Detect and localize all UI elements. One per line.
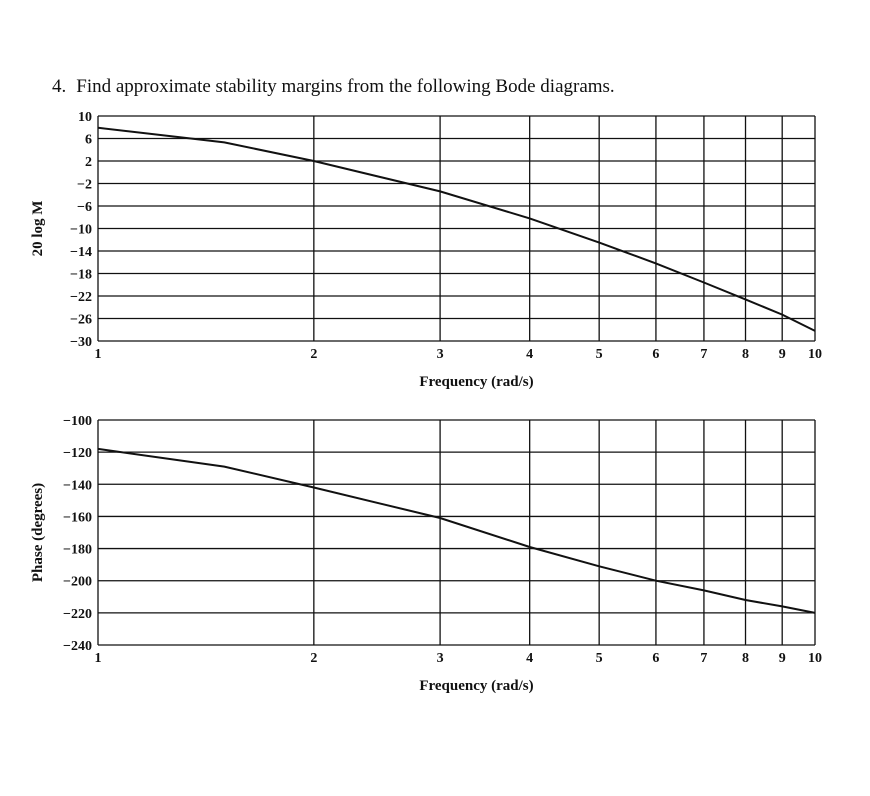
- question-number: 4.: [52, 76, 67, 97]
- phase-x-axis-label: Frequency (rad/s): [419, 678, 534, 694]
- phase-x-tick-label: 10: [808, 651, 822, 666]
- magnitude-x-tick-label: 7: [700, 347, 708, 362]
- magnitude-y-tick-label: −6: [77, 200, 92, 215]
- phase-x-tick-label: 9: [778, 651, 786, 666]
- magnitude-y-tick-label: −18: [70, 267, 92, 283]
- magnitude-y-axis-label: 20 log M: [30, 200, 46, 257]
- phase-y-tick-label: −100: [63, 414, 92, 429]
- magnitude-chart: [30, 110, 822, 390]
- magnitude-y-tick-label: 10: [78, 110, 92, 125]
- phase-y-tick-label: −200: [63, 574, 92, 590]
- magnitude-y-tick-label: −14: [70, 245, 92, 260]
- phase-x-tick-label: 5: [595, 651, 603, 666]
- question-prompt: Find approximate stability margins from the following Bode diagrams.: [76, 76, 615, 97]
- phase-x-tick-label: 2: [310, 651, 318, 666]
- phase-y-tick-label: −120: [63, 446, 92, 462]
- phase-y-tick-label: −220: [63, 606, 92, 622]
- phase-y-tick-label: −140: [63, 478, 92, 494]
- magnitude-y-tick-label: −2: [77, 177, 92, 193]
- magnitude-curve: [98, 128, 815, 331]
- phase-y-axis-label: Phase (degrees): [30, 482, 46, 583]
- magnitude-y-tick-label: −30: [70, 335, 92, 350]
- magnitude-y-tick-label: 6: [85, 132, 92, 148]
- phase-x-tick-label: 8: [742, 651, 750, 666]
- phase-y-tick-label: −240: [63, 639, 92, 654]
- phase-y-tick-label: −180: [63, 542, 92, 558]
- magnitude-x-tick-label: 5: [595, 347, 603, 362]
- magnitude-x-tick-label: 3: [436, 347, 444, 362]
- phase-curve: [98, 449, 815, 613]
- phase-x-tick-label: 3: [436, 651, 444, 666]
- phase-x-tick-label: 7: [700, 651, 708, 666]
- phase-x-tick-label: 1: [94, 651, 102, 666]
- magnitude-x-tick-label: 8: [742, 347, 750, 362]
- magnitude-y-tick-label: −10: [70, 222, 92, 238]
- magnitude-x-tick-label: 2: [310, 347, 318, 362]
- phase-chart: [30, 414, 822, 694]
- magnitude-x-tick-label: 4: [526, 347, 534, 362]
- magnitude-x-tick-label: 9: [778, 347, 786, 362]
- phase-x-tick-label: 4: [526, 651, 534, 666]
- magnitude-x-tick-label: 6: [652, 347, 660, 362]
- magnitude-x-tick-label: 10: [808, 347, 822, 362]
- phase-y-tick-label: −160: [63, 510, 92, 526]
- phase-x-tick-label: 6: [652, 651, 660, 666]
- magnitude-y-tick-label: 2: [85, 155, 92, 170]
- magnitude-y-tick-label: −22: [70, 290, 92, 305]
- magnitude-x-axis-label: Frequency (rad/s): [419, 374, 534, 390]
- magnitude-y-tick-label: −26: [70, 312, 92, 328]
- magnitude-x-tick-label: 1: [94, 347, 102, 362]
